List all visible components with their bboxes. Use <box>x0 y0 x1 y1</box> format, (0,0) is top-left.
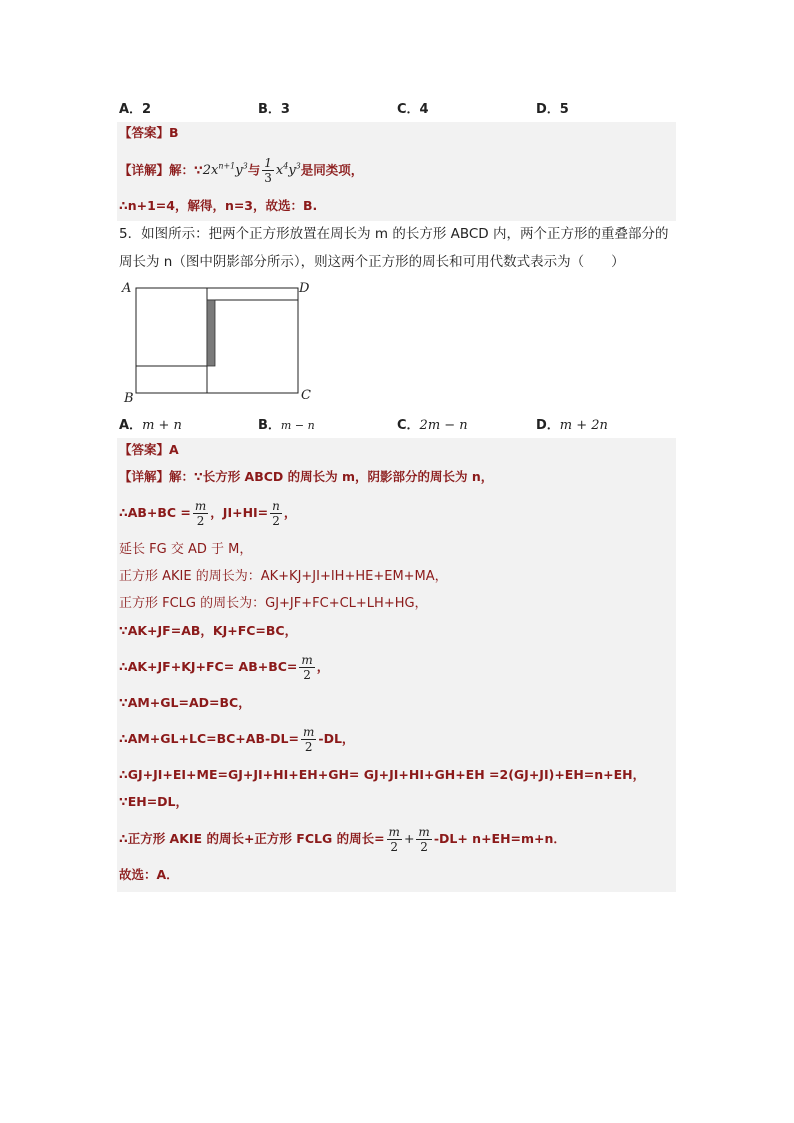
label-d: D <box>299 281 310 296</box>
q5-detail-line6: ∵AK+JF=AB，KJ+FC=BC， <box>119 623 298 638</box>
q5-detail-line1: 【详解】解：∵长方形 ABCD 的周长为 m，阴影部分的周长为 n， <box>119 469 494 484</box>
square-akie <box>136 288 207 366</box>
q4-option-c: C．4 <box>397 102 429 117</box>
q4-option-d: D．5 <box>536 102 569 117</box>
q5-option-d: D．m + 2n <box>536 418 608 433</box>
q5-option-a: A．m + n <box>119 418 182 433</box>
q5-detail-line9: ∴AM+GL+LC=BC+AB-DL= $\frac{m}{2}$ -DL， <box>119 725 355 754</box>
q5-option-c: C．2m − n <box>397 418 468 433</box>
q4-term2: $x^4y^3$ <box>275 162 301 179</box>
label-b: B <box>124 391 134 406</box>
q5-detail-line12: ∴正方形 AKIE 的周长+正方形 FCLG 的周长= $\frac{m}{2}$ + $\frac{m}{2}$ -DL+ n+EH=m+n． <box>119 825 566 854</box>
q5-figure <box>118 278 318 406</box>
q5-detail-line10: ∴GJ+JI+EI+ME=GJ+JI+HI+EH+GH= GJ+JI+HI+GH+EH =2(GJ+JI)+EH=n+EH， <box>119 767 646 782</box>
q4-detail-suffix: 是同类项， <box>300 162 364 178</box>
q5-detail-line13: 故选：A． <box>119 867 179 882</box>
q5-detail-line4: 正方形 AKIE 的周长为：AK+KJ+JI+IH+HE+EM+MA， <box>119 569 448 584</box>
q4-option-a: A．2 <box>119 102 152 117</box>
q4-detail-prefix: 【详解】解：∵ <box>119 162 203 178</box>
q5-option-b: B．m − n <box>258 418 315 433</box>
q5-detail-line3: 延长 FG 交 AD 于 M， <box>119 542 253 557</box>
square-fclg <box>207 300 298 393</box>
q5-detail-line7: ∴AK+JF+KJ+FC= AB+BC= $\frac{m}{2}$ ， <box>119 653 330 682</box>
shaded-overlap <box>207 300 215 366</box>
q5-text-line2: 周长为 n（图中阴影部分所示），则这两个正方形的周长和可用代数式表示为（ ） <box>119 254 625 270</box>
q4-detail-mid: 与 <box>247 162 261 178</box>
q4-fraction: $\frac{1}{3}$ <box>264 156 272 186</box>
q5-detail-line8: ∵AM+GL=AD=BC， <box>119 695 251 710</box>
q5-detail-line11: ∵EH=DL， <box>119 794 189 809</box>
q4-detail <box>119 152 364 186</box>
rectangle-abcd <box>136 288 298 393</box>
label-c: C <box>301 388 311 403</box>
q4-term1: $2x^{n+1}y^3$ <box>202 162 248 179</box>
q5-detail-line5: 正方形 FCLG 的周长为：GJ+JF+FC+CL+LH+HG， <box>119 596 428 611</box>
q5-text-line1: 5．如图所示：把两个正方形放置在周长为 m 的长方形 ABCD 内，两个正方形的重叠部分的 <box>119 226 669 242</box>
q5-answer: 【答案】A <box>119 442 179 457</box>
label-a: A <box>122 281 132 296</box>
q4-answer: 【答案】B <box>119 125 179 140</box>
q4-conclusion: ∴n+1=4，解得，n=3，故选：B. <box>119 198 318 213</box>
q4-option-b: B．3 <box>258 102 290 117</box>
q5-detail-line2: ∴AB+BC = $\frac{m}{2}$ ，JI+HI= $\frac{n}{2}$ ， <box>119 499 297 528</box>
